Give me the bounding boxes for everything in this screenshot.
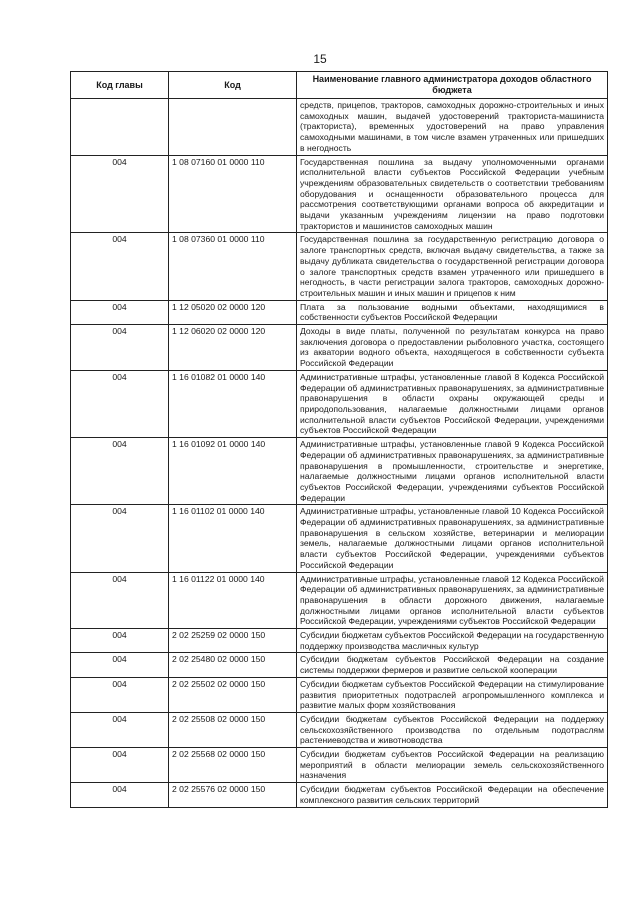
cell-head-code: 004 — [71, 783, 169, 807]
cell-code: 2 02 25480 02 0000 150 — [169, 653, 297, 677]
cell-code: 2 02 25568 02 0000 150 — [169, 748, 297, 783]
cell-head-code: 004 — [71, 233, 169, 300]
table-row — [71, 629, 608, 653]
header-administrator-name: Наименование главного администратора доходов областного бюджета — [297, 72, 608, 99]
header-head-code: Код главы — [71, 72, 169, 99]
table-body — [71, 99, 608, 808]
table-row — [71, 712, 608, 747]
table-header-row — [71, 72, 608, 99]
table-row — [71, 233, 608, 300]
cell-description: Доходы в виде платы, полученной по результатам конкурса на право заключения договора о предоставлении рыболовного участка, состоящего из акватории водного объекта, находящегося в собственности субъекта Российской Федерации — [297, 325, 608, 371]
cell-description: Государственная пошлина за выдачу уполномоченными органами исполнительной власти субъектов Российской Федерации учебным учреждениям образовательных свидетельств о соответствии требованиям оборудования и оснащенности образовательного процесса для рассмотрения соответствующими органами вопроса об аккредитации и выдачи указанным учреждениям лицензии на право подготовки трактористов и машинистов самоходных машин — [297, 155, 608, 233]
cell-head-code: 004 — [71, 572, 169, 629]
cell-head-code: 004 — [71, 629, 169, 653]
table-row — [71, 505, 608, 572]
cell-description: Административные штрафы, установленные главой 8 Кодекса Российской Федерации об административных правонарушениях, за административные правонарушения в области охраны окружающей среды и природопользования, налагаемые должностными лицами органов исполнительной власти субъектов Российской Федерации, учреждениями субъектов Российской Федерации — [297, 370, 608, 437]
cell-code: 2 02 25502 02 0000 150 — [169, 677, 297, 712]
cell-description: Субсидии бюджетам субъектов Российской Федерации на реализацию мероприятий в области мелиорации земель сельскохозяйственного назначения — [297, 748, 608, 783]
table-row — [71, 748, 608, 783]
table-row — [71, 155, 608, 233]
cell-head-code: 004 — [71, 653, 169, 677]
table-row — [71, 572, 608, 629]
cell-code — [169, 99, 297, 156]
table-row — [71, 325, 608, 371]
cell-code: 1 12 05020 02 0000 120 — [169, 300, 297, 324]
cell-head-code: 004 — [71, 677, 169, 712]
cell-description: Административные штрафы, установленные главой 12 Кодекса Российской Федерации об административных правонарушениях, за административные правонарушения в области дорожного движения, налагаемые должностными лицами органов исполнительной власти субъектов Российской Федерации, учреждениями субъектов Российской Федерации — [297, 572, 608, 629]
cell-description: Административные штрафы, установленные главой 10 Кодекса Российской Федерации об административных правонарушениях, за административные правонарушения в сельском хозяйстве, ветеринарии и мелиорации земель, налагаемые должностными лицами органов исполнительной власти субъектов Российской Федерации, учреждениями субъектов Российской Федерации — [297, 505, 608, 572]
cell-description: Административные штрафы, установленные главой 9 Кодекса Российской Федерации об административных правонарушениях, за административные правонарушения в промышленности, строительстве и энергетике, налагаемые должностными лицами органов исполнительной власти субъектов Российской Федерации, учреждениями субъектов Российской Федерации — [297, 438, 608, 505]
cell-code: 1 16 01122 01 0000 140 — [169, 572, 297, 629]
table-row — [71, 370, 608, 437]
cell-code: 1 16 01102 01 0000 140 — [169, 505, 297, 572]
cell-head-code: 004 — [71, 748, 169, 783]
table-row — [71, 783, 608, 807]
cell-code: 1 16 01092 01 0000 140 — [169, 438, 297, 505]
cell-description: Субсидии бюджетам субъектов Российской Федерации на обеспечение комплексного развития сельских территорий — [297, 783, 608, 807]
table-row — [71, 677, 608, 712]
cell-head-code: 004 — [71, 300, 169, 324]
cell-code: 1 08 07160 01 0000 110 — [169, 155, 297, 233]
cell-head-code: 004 — [71, 505, 169, 572]
cell-description: Плата за пользование водными объектами, находящимися в собственности субъектов Российской Федерации — [297, 300, 608, 324]
cell-description: средств, прицепов, тракторов, самоходных дорожно-строительных и иных самоходных машин, выдачей удостоверений тракториста-машиниста (тракториста), временных удостоверений на право управления самоходными машинами, в том числе взамен утраченных или пришедших в негодность — [297, 99, 608, 156]
cell-description: Субсидии бюджетам субъектов Российской Федерации на создание системы поддержки фермеров и развитие сельской кооперации — [297, 653, 608, 677]
cell-head-code: 004 — [71, 325, 169, 371]
cell-description: Субсидии бюджетам субъектов Российской Федерации на поддержку сельскохозяйственного производства по отдельным подотраслям растениеводства и животноводства — [297, 712, 608, 747]
cell-head-code: 004 — [71, 712, 169, 747]
cell-code: 1 12 06020 02 0000 120 — [169, 325, 297, 371]
table-row — [71, 300, 608, 324]
revenue-administrators-table — [70, 71, 608, 808]
table-row — [71, 438, 608, 505]
cell-code: 1 08 07360 01 0000 110 — [169, 233, 297, 300]
table-row — [71, 99, 608, 156]
cell-code: 1 16 01082 01 0000 140 — [169, 370, 297, 437]
cell-code: 2 02 25259 02 0000 150 — [169, 629, 297, 653]
cell-code: 2 02 25508 02 0000 150 — [169, 712, 297, 747]
cell-head-code: 004 — [71, 155, 169, 233]
table-row — [71, 653, 608, 677]
cell-head-code — [71, 99, 169, 156]
page-number: 15 — [313, 52, 327, 66]
header-code: Код — [169, 72, 297, 99]
cell-description: Субсидии бюджетам субъектов Российской Федерации на государственную поддержку производства масличных культур — [297, 629, 608, 653]
cell-description: Государственная пошлина за государственную регистрацию договора о залоге транспортных средств, включая выдачу свидетельства, а также за выдачу дубликата свидетельства о государственной регистрации договора о залоге транспортных средств взамен утраченного или пришедшего в негодность, в части регистрации залога тракторов, самоходных дорожно-строительных машин и иных машин и прицепов к ним — [297, 233, 608, 300]
cell-description: Субсидии бюджетам субъектов Российской Федерации на стимулирование развития приоритетных подотраслей агропромышленного комплекса и развитие малых форм хозяйствования — [297, 677, 608, 712]
cell-head-code: 004 — [71, 438, 169, 505]
cell-code: 2 02 25576 02 0000 150 — [169, 783, 297, 807]
cell-head-code: 004 — [71, 370, 169, 437]
